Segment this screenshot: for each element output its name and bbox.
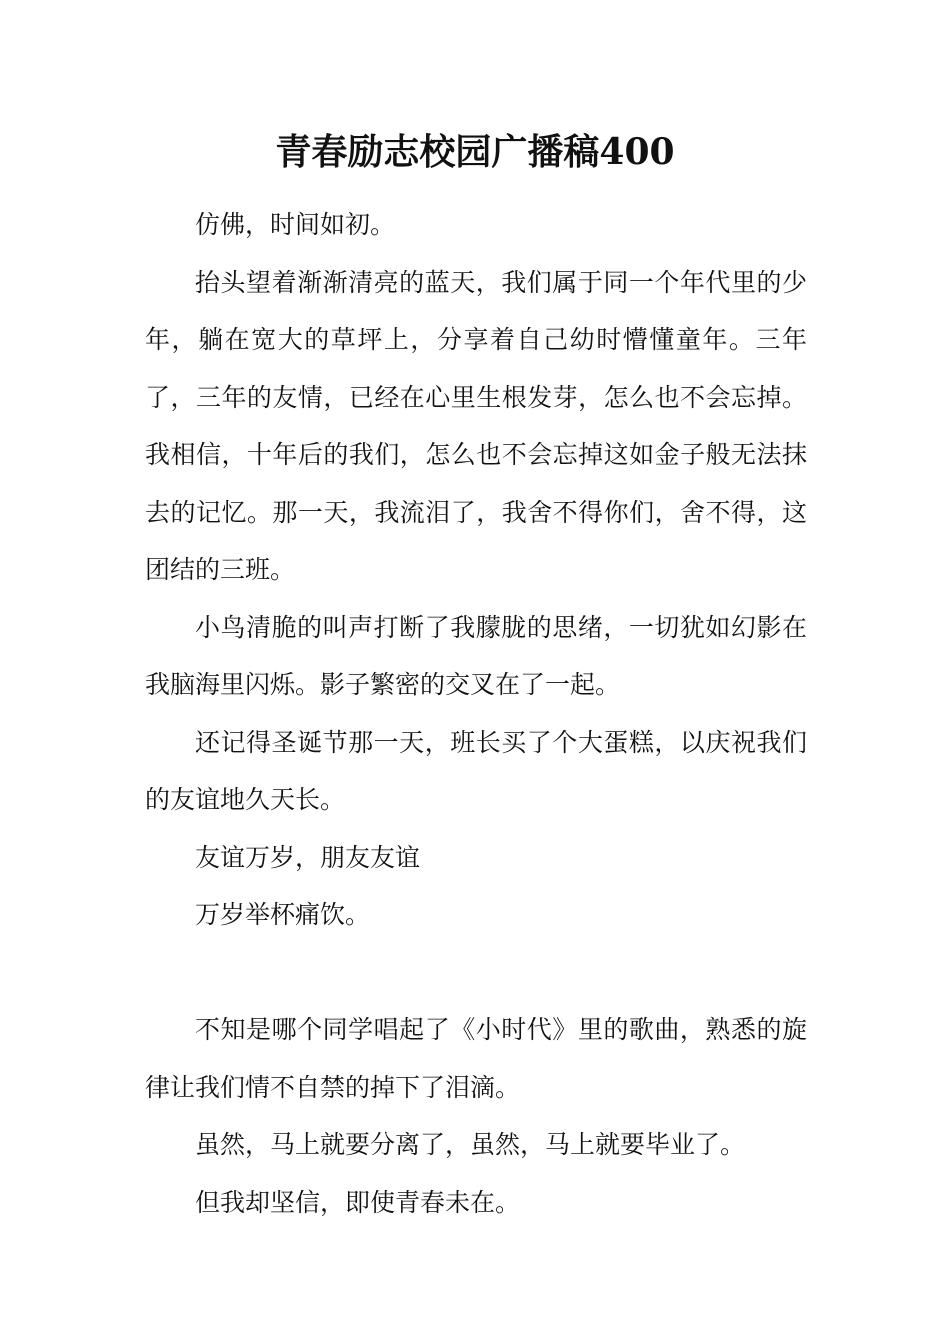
document-title: 青春励志校园广播稿400 [275, 131, 675, 173]
paragraph-8: 虽然，马上就要分离了，虽然，马上就要毕业了。 [195, 1130, 746, 1159]
paragraph-6: 万岁举杯痛饮。 [195, 900, 371, 929]
paragraph-7: 不知是哪个同学唱起了《小时代》里的歌曲，熟悉的旋律让我们情不自禁的掉下了泪滴。 [145, 1015, 807, 1102]
paragraph-4: 还记得圣诞节那一天，班长买了个大蛋糕，以庆祝我们的友谊地久天长。 [145, 727, 807, 814]
paragraph-2: 抬头望着渐渐清亮的蓝天，我们属于同一个年代里的少年，躺在宽大的草坪上，分享着自己幼时懵懂童年。三年了，三年的友情，已经在心里生根发芽，怎么也不会忘掉。我相信，十年后的我们，怎么也不会忘掉这如金子般无法抹去的记忆。那一天，我流泪了，我舍不得你们，舍不得，这团结的三班。 [145, 267, 807, 584]
paragraph-5: 友谊万岁，朋友友谊 [195, 842, 421, 872]
document-body [145, 196, 807, 1231]
paragraph-3: 小鸟清脆的叫声打断了我朦胧的思绪，一切犹如幻影在我脑海里闪烁。影子繁密的交叉在了一起。 [145, 612, 807, 699]
paragraph-1: 仿佛，时间如初。 [195, 210, 396, 239]
paragraph-9: 但我却坚信，即使青春未在。 [195, 1187, 521, 1217]
blank-line [145, 944, 807, 1002]
